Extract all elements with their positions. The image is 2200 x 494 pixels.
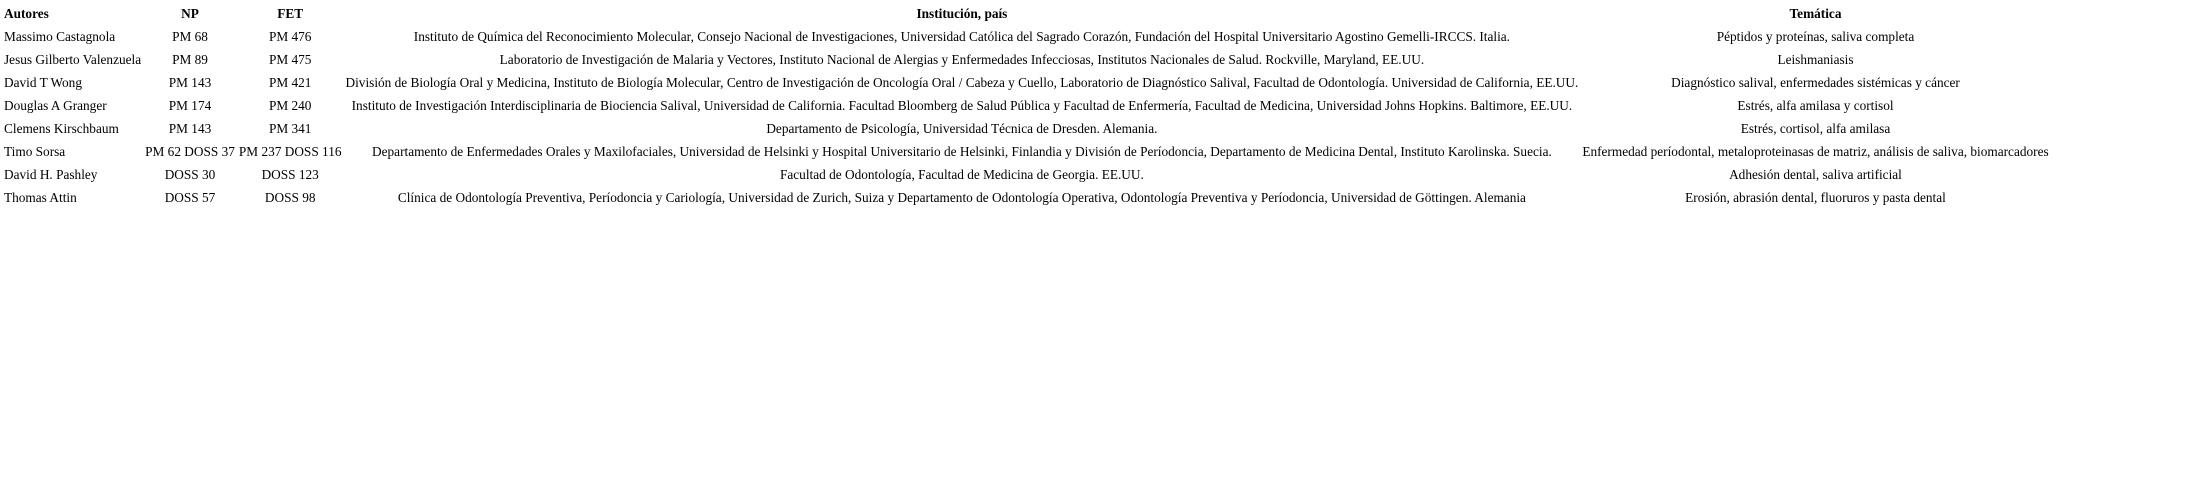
header-institucion: Institución, país [916,6,1008,21]
cell-tematica: Adhesión dental, saliva artificial [1729,167,1902,182]
cell-autor: David H. Pashley [4,167,98,182]
table-row [3,118,2050,139]
cell-np: PM 62 DOSS 37 [145,144,235,159]
cell-autor: David T Wong [4,75,82,90]
cell-fet: DOSS 123 [261,167,319,182]
cell-institucion: Instituto de Investigación Interdisciplinaria de Biociencia Salival, Universidad de California. Facultad Bloomberg de Salud Pública y Facultad de Enfermería, Facultad de Medicina, Universidad Johns Hopkins. Baltimore, EE.UU. [351,98,1573,113]
cell-fet: DOSS 98 [264,190,316,205]
cell-np: PM 89 [172,52,208,67]
cell-institucion: Departamento de Enfermedades Orales y Maxilofaciales, Universidad de Helsinki y Hospital Universitario de Helsinki, Finlandia y División de Períodoncia, Departamento de Medicina Dental, Instituto Karolinska. Suecia. [372,144,1552,159]
cell-tematica: Estrés, cortisol, alfa amilasa [1740,121,1891,136]
header-np: NP [181,6,199,21]
cell-tematica: Erosión, abrasión dental, fluoruros y pasta dental [1685,190,1946,205]
cell-institucion: Departamento de Psicología, Universidad Técnica de Dresden. Alemania. [766,121,1158,136]
cell-autor: Thomas Attin [4,190,77,205]
cell-fet: PM 475 [268,52,312,67]
cell-fet: PM 240 [268,98,312,113]
cell-fet: PM 341 [268,121,312,136]
cell-autor: Douglas A Granger [4,98,107,113]
cell-fet: PM 421 [268,75,312,90]
table-row [3,49,2050,70]
cell-autor: Massimo Castagnola [4,29,116,44]
cell-tematica: Péptidos y proteínas, saliva completa [1716,29,1915,44]
cell-autor: Jesus Gilberto Valenzuela [4,52,142,67]
table-row [3,141,2050,162]
header-tematica: Temática [1789,6,1842,21]
cell-np: DOSS 30 [164,167,216,182]
cell-np: PM 143 [168,121,212,136]
cell-tematica: Diagnóstico salival, enfermedades sistémicas y cáncer [1671,75,1960,90]
header-row [3,3,2050,24]
table-row [3,26,2050,47]
cell-np: PM 68 [172,29,208,44]
cell-np: PM 143 [168,75,212,90]
table-row [3,72,2050,93]
cell-tematica: Leishmaniasis [1777,52,1854,67]
cell-tematica: Enfermedad períodontal, metaloproteinasas de matriz, análisis de saliva, biomarcadores [1582,144,2049,159]
table-row [3,187,2050,208]
cell-institucion: División de Biología Oral y Medicina, Instituto de Biología Molecular, Centro de Investigación de Oncología Oral / Cabeza y Cuello, Laboratorio de Diagnóstico Salival, Facultad de Odontología. Universidad de California, EE.UU. [345,75,1579,90]
cell-fet: PM 237 DOSS 116 [238,144,342,159]
table-row [3,164,2050,185]
header-autores: Autores [4,6,49,21]
cell-np: PM 174 [168,98,212,113]
cell-autor: Timo Sorsa [4,144,66,159]
cell-institucion: Facultad de Odontología, Facultad de Medicina de Georgia. EE.UU. [779,167,1144,182]
cell-np: DOSS 57 [164,190,216,205]
cell-tematica: Estrés, alfa amilasa y cortisol [1737,98,1894,113]
cell-autor: Clemens Kirschbaum [4,121,119,136]
cell-fet: PM 476 [268,29,312,44]
header-fet: FET [277,6,304,21]
cell-institucion: Clínica de Odontología Preventiva, Períodoncia y Cariología, Universidad de Zurich, Suiza y Departamento de Odontología Operativa, Odontología Preventiva y Períodoncia, Universidad de Göttingen. Alemania [397,190,1526,205]
cell-institucion: Laboratorio de Investigación de Malaria y Vectores, Instituto Nacional de Alergias y Enfermedades Infecciosas, Institutos Nacionales de Salud. Rockville, Maryland, EE.UU. [499,52,1425,67]
cell-institucion: Instituto de Química del Reconocimiento Molecular, Consejo Nacional de Investigaciones, Universidad Católica del Sagrado Corazón, Fundación del Hospital Universitario Agostino Gemelli-IRCCS. Italia. [413,29,1511,44]
table-row [3,95,2050,116]
authors-table [1,1,2052,210]
